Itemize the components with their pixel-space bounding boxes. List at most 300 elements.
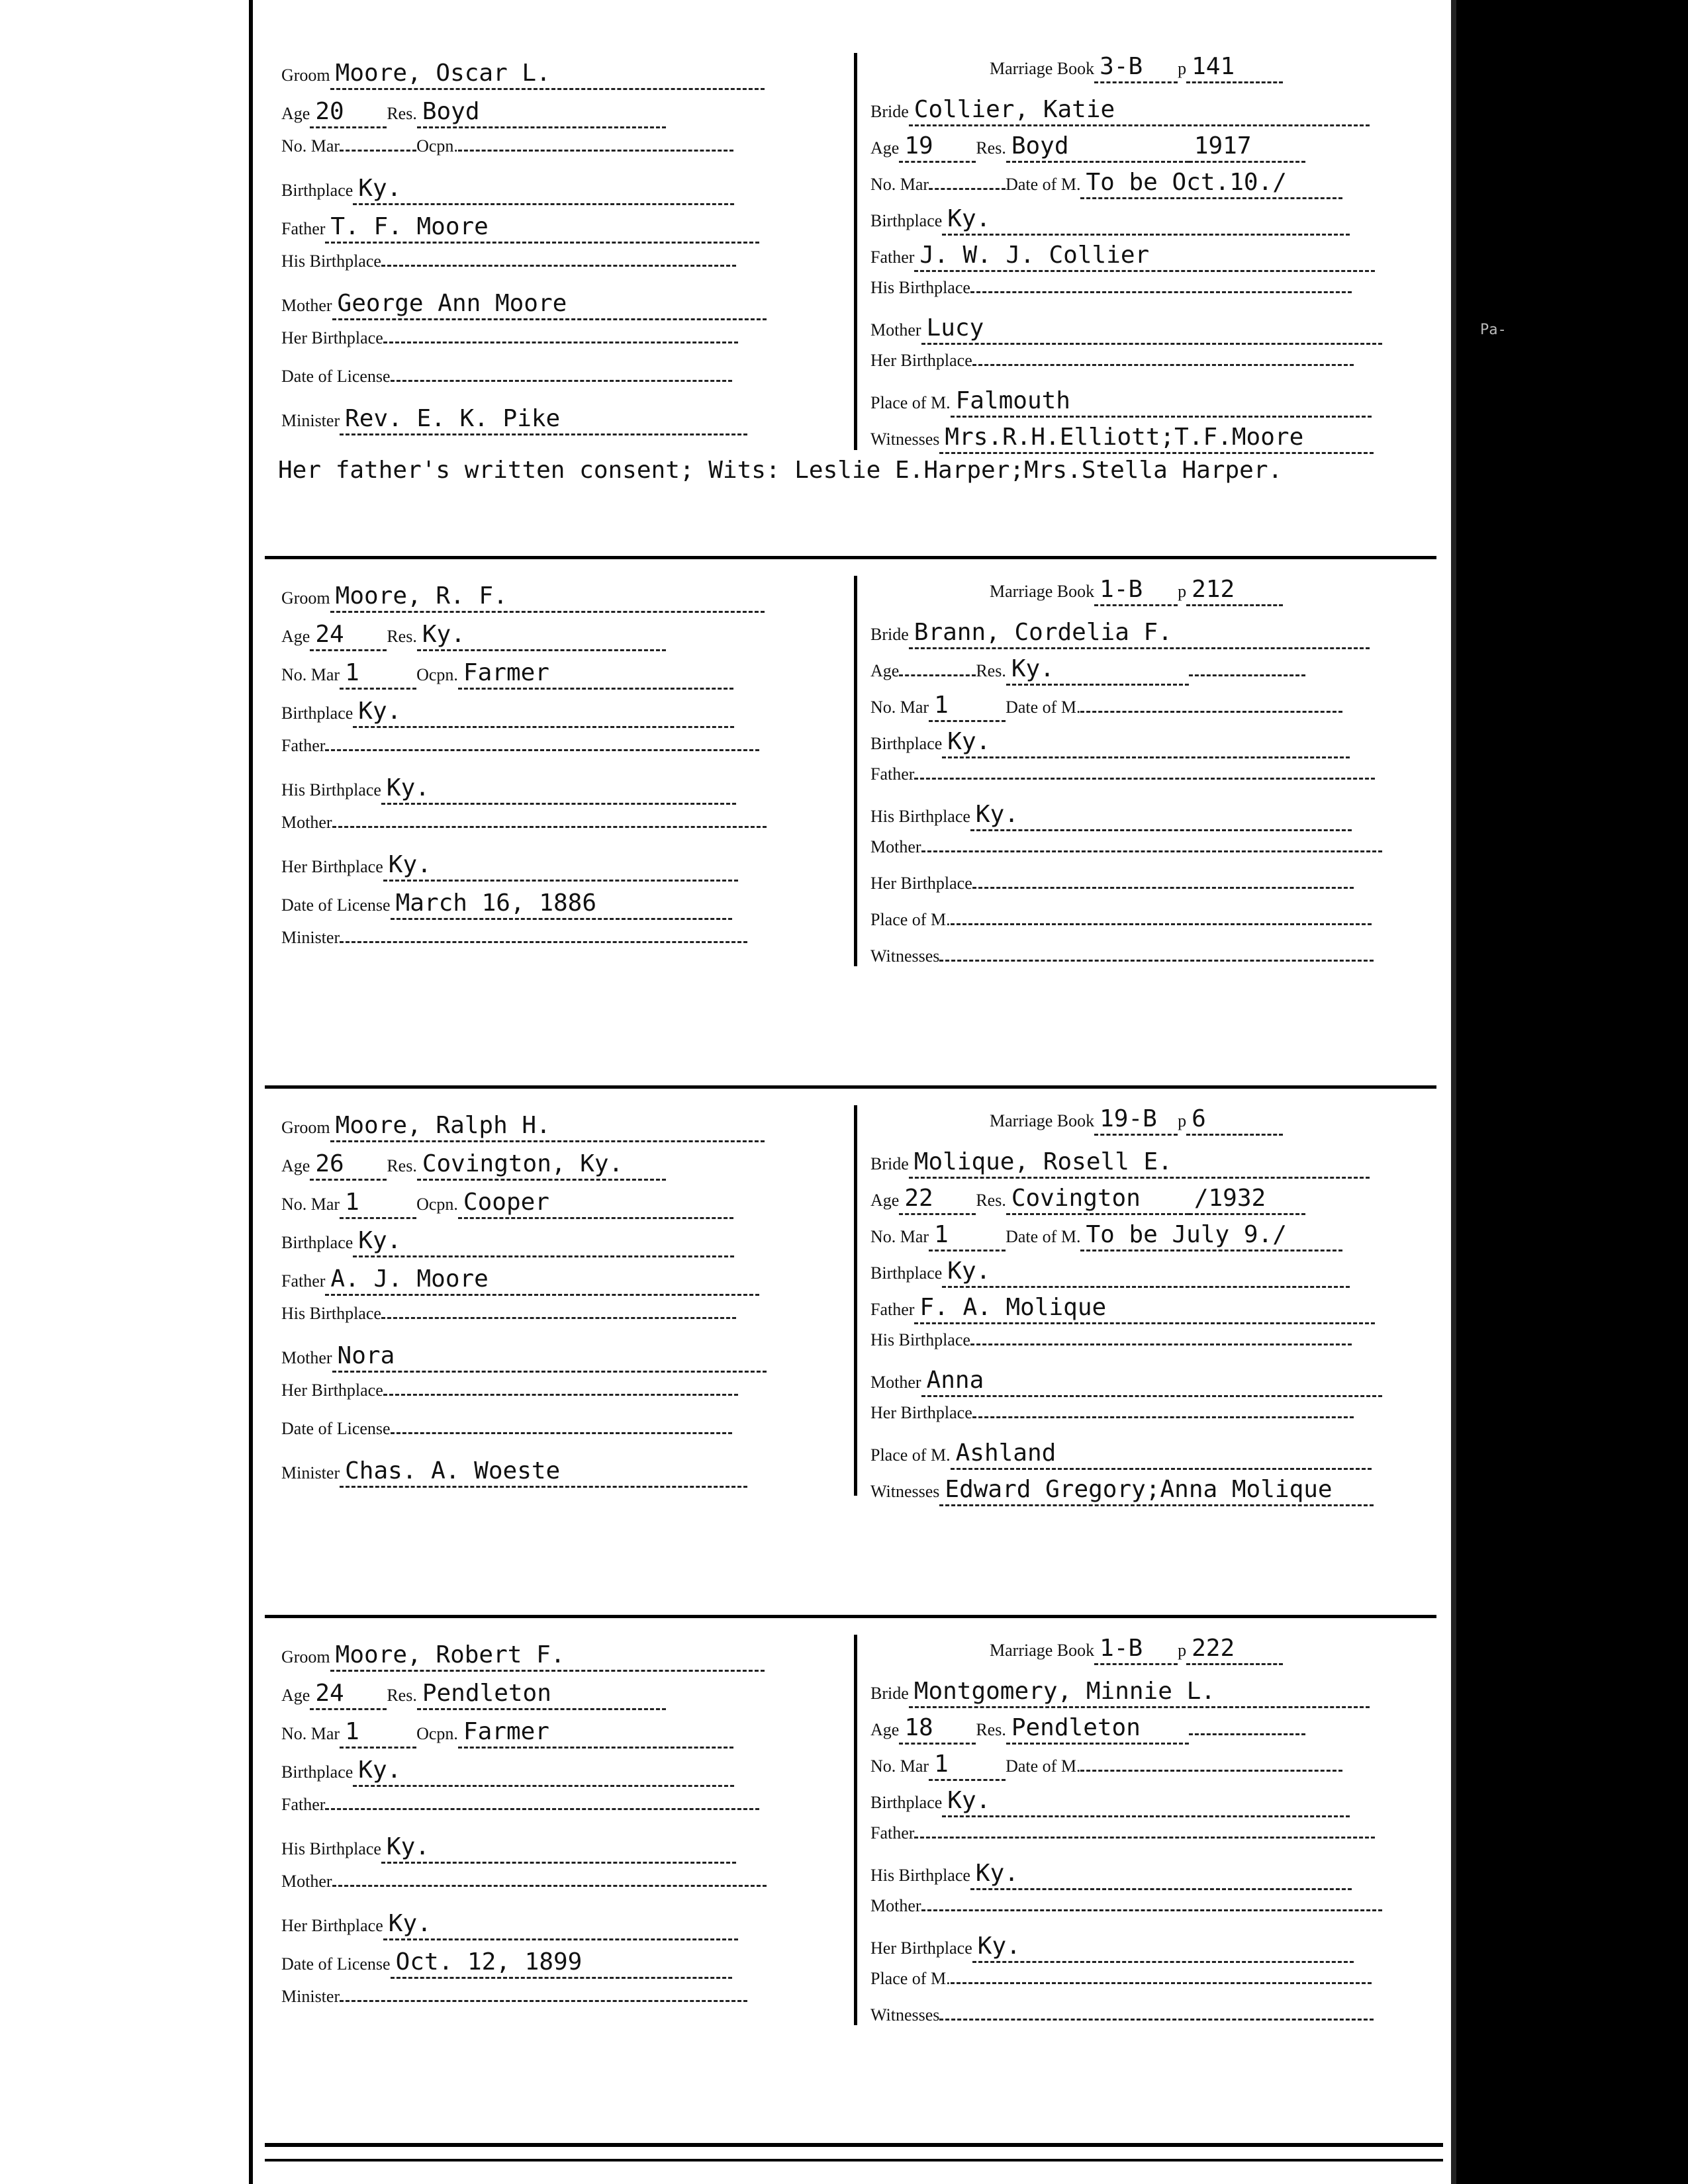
witnesses-label: Witnesses — [870, 946, 940, 966]
minister-label: Minister — [281, 1987, 340, 2006]
mother-label: Mother — [870, 320, 921, 340]
age-label: Age — [870, 138, 900, 158]
bride-no-mar-value: 1 — [934, 1221, 949, 1248]
groom-minister-row — [281, 1457, 747, 1489]
groom-birthplace-value: Ky. — [358, 698, 402, 725]
bride-no-mar-value: 1 — [934, 692, 949, 719]
father-label: Father — [281, 736, 326, 755]
bride-page-value: 6 — [1192, 1105, 1206, 1132]
marriage-book-row — [990, 1105, 1283, 1137]
bride-age — [899, 1185, 976, 1215]
no-mar-label: No. Mar — [281, 136, 340, 156]
groom-ocpn — [458, 659, 733, 690]
bride-page — [1186, 576, 1283, 606]
age-label: Age — [870, 661, 900, 680]
groom-row — [281, 1112, 765, 1144]
groom-birthplace-value: Ky. — [358, 175, 402, 202]
mother-label: Mother — [281, 1348, 332, 1367]
bride-book-value: 1-B — [1100, 1635, 1143, 1662]
bride-place-row — [870, 1969, 1372, 2001]
bride-row — [870, 96, 1370, 128]
bride-witnesses-value: Edward Gregory;Anna Molique — [945, 1476, 1333, 1503]
date-of-m-label: Date of M. — [1006, 698, 1081, 717]
bride-page — [1186, 1105, 1283, 1136]
bride-row — [870, 1148, 1370, 1180]
bride-witnesses-value: Mrs.R.H.Elliott;T.F.Moore — [945, 424, 1304, 451]
bride-name-value: Molique, Rosell E. — [914, 1148, 1172, 1175]
groom-mother-row — [281, 1342, 767, 1374]
witnesses-label: Witnesses — [870, 2005, 940, 2025]
groom-license-row — [281, 367, 732, 398]
date-of-license-label: Date of License — [281, 367, 391, 386]
marriage-book-label: Marriage Book — [990, 582, 1095, 601]
groom-license-row — [281, 889, 732, 921]
bride-age-row — [870, 1185, 1305, 1216]
bride-her-birthplace — [972, 886, 1354, 889]
groom-his-birthplace — [381, 1316, 736, 1319]
groom-his-birthplace — [381, 774, 736, 805]
bride-res-value: Covington — [1011, 1185, 1141, 1212]
groom-no-mar-value: 1 — [345, 1189, 359, 1216]
groom-age-value: 24 — [315, 621, 344, 648]
groom-license-row — [281, 1419, 732, 1451]
bride-label: Bride — [870, 102, 909, 121]
bride-witnesses — [939, 2017, 1374, 2021]
ocpn-label: Ocpn. — [416, 1724, 458, 1743]
bride-his-birthplace-row — [870, 1330, 1352, 1362]
groom-date-of-license — [391, 379, 732, 382]
no-mar-label: No. Mar — [281, 665, 340, 684]
groom-mother — [332, 1342, 767, 1373]
his-birthplace-label: His Birthplace — [281, 780, 381, 799]
no-mar-label: No. Mar — [281, 1195, 340, 1214]
his-birthplace-label: His Birthplace — [870, 1330, 970, 1349]
res-label: Res. — [976, 1720, 1006, 1739]
his-birthplace-label: His Birthplace — [870, 807, 970, 826]
his-birthplace-label: His Birthplace — [281, 251, 381, 271]
groom-name — [330, 582, 765, 613]
groom-res — [417, 621, 666, 651]
res-label: Res. — [976, 661, 1006, 680]
groom-father-row — [281, 213, 759, 245]
groom-father-value: T. F. Moore — [330, 213, 489, 240]
groom-father-value: A. J. Moore — [330, 1265, 489, 1293]
bride-row — [870, 1678, 1370, 1709]
mother-label: Mother — [870, 1373, 921, 1392]
bride-place-of-m-value: Ashland — [955, 1439, 1056, 1467]
groom-birthplace — [353, 1756, 734, 1787]
ocpn-label: Ocpn. — [416, 1195, 458, 1214]
groom-ocpn — [458, 148, 733, 152]
bride-res — [1006, 1714, 1189, 1745]
groom-her-birthplace — [383, 1392, 738, 1396]
bride-age-row — [870, 132, 1305, 164]
bride-place-of-m-value: Falmouth — [955, 387, 1070, 414]
groom-minister — [340, 405, 747, 435]
her-birthplace-label: Her Birthplace — [870, 1403, 972, 1422]
bride-mother-row — [870, 837, 1382, 869]
groom-label: Groom — [281, 66, 330, 85]
mother-label: Mother — [281, 1872, 332, 1891]
bride-witnesses-row — [870, 946, 1374, 978]
bride-age — [899, 1714, 976, 1745]
bride-witnesses-row — [870, 2005, 1374, 2037]
groom-father — [325, 1807, 759, 1810]
witnesses-label: Witnesses — [870, 430, 940, 449]
bride-father — [914, 1835, 1375, 1839]
bride-place-row — [870, 910, 1372, 942]
bride-date-of-m — [1080, 709, 1342, 713]
bride-birthplace-value: Ky. — [947, 728, 991, 755]
page-left-edge — [249, 0, 253, 2184]
bottom-rule — [265, 2143, 1443, 2147]
groom-name-value: Moore, Ralph H. — [335, 1112, 551, 1139]
bride-age-value: 18 — [904, 1714, 933, 1741]
father-label: Father — [870, 248, 915, 267]
groom-date-of-license — [391, 1431, 732, 1434]
groom-her-birthplace-row — [281, 1910, 738, 1942]
bride-year-value: 1917 — [1194, 132, 1252, 159]
father-label: Father — [870, 1823, 915, 1843]
bride-birthplace-row — [870, 728, 1350, 760]
groom-date-of-license — [391, 889, 732, 920]
bride-father-row — [870, 242, 1375, 273]
bride-year — [1189, 1185, 1305, 1215]
bride-his-birthplace-row — [870, 801, 1352, 833]
bride-father-row — [870, 764, 1375, 796]
father-label: Father — [281, 219, 326, 238]
bride-her-birthplace — [972, 1933, 1354, 1963]
groom-father-row — [281, 1795, 759, 1827]
bride-row — [870, 619, 1370, 651]
page-label: p — [1178, 582, 1187, 601]
groom-minister — [340, 1999, 747, 2002]
groom-birthplace-row — [281, 175, 734, 206]
bride-res-value: Pendleton — [1011, 1714, 1141, 1741]
groom-birthplace-row — [281, 1227, 734, 1259]
bride-father-row — [870, 1823, 1375, 1855]
bride-birthplace — [942, 1787, 1350, 1817]
bride-mother-value: Anna — [926, 1367, 984, 1394]
groom-name-value: Moore, Oscar L. — [335, 60, 551, 87]
bride-mother-row — [870, 314, 1382, 346]
no-mar-label: No. Mar — [870, 175, 929, 194]
bride-name-value: Collier, Katie — [914, 96, 1115, 123]
groom-birthplace — [353, 1227, 734, 1257]
bride-her-birthplace — [972, 363, 1354, 366]
bride-name-value: Brann, Cordelia F. — [914, 619, 1172, 646]
bride-date-of-m — [1080, 1768, 1342, 1772]
groom-name — [330, 1112, 765, 1142]
place-of-m-label: Place of M. — [870, 1445, 951, 1465]
age-label: Age — [870, 1720, 900, 1739]
groom-row — [281, 1641, 765, 1673]
groom-father — [325, 213, 759, 244]
bride-father — [914, 242, 1375, 272]
bride-birthplace-value: Ky. — [947, 1787, 991, 1814]
marriage-book-row — [990, 53, 1283, 85]
groom-his-birthplace-row — [281, 251, 736, 283]
bride-birthplace-row — [870, 1787, 1350, 1819]
groom-license-row — [281, 1948, 732, 1980]
groom-birthplace — [353, 175, 734, 205]
groom-her-birthplace-value: Ky. — [388, 851, 432, 878]
bride-his-birthplace-value: Ky. — [975, 1860, 1019, 1887]
res-label: Res. — [387, 627, 417, 646]
res-label: Res. — [976, 1191, 1006, 1210]
bride-birthplace-row — [870, 205, 1350, 237]
bride-book-value: 1-B — [1100, 576, 1143, 603]
birthplace-label: Birthplace — [870, 734, 943, 753]
date-of-license-label: Date of License — [281, 1419, 391, 1438]
bride-birthplace — [942, 728, 1350, 758]
bride-mother-row — [870, 1367, 1382, 1398]
bride-birthplace — [942, 1257, 1350, 1288]
her-birthplace-label: Her Birthplace — [870, 351, 972, 370]
groom-mother-value: George Ann Moore — [337, 290, 567, 317]
groom-minister-value: Chas. A. Woeste — [345, 1457, 561, 1484]
marriage-book-label: Marriage Book — [990, 59, 1095, 78]
groom-mother-value: Nora — [337, 1342, 395, 1369]
witnesses-label: Witnesses — [870, 1482, 940, 1501]
bride-mar-row — [870, 169, 1342, 201]
groom-ocpn-value: Farmer — [463, 1718, 549, 1745]
groom-his-birthplace-value: Ky. — [386, 774, 430, 801]
minister-label: Minister — [281, 1463, 340, 1482]
bride-book — [1094, 576, 1178, 606]
mother-label: Mother — [281, 296, 332, 315]
bride-her-birthplace — [972, 1415, 1354, 1418]
groom-date-of-license-value: March 16, 1886 — [395, 889, 597, 917]
bride-book-value: 19-B — [1100, 1105, 1157, 1132]
bride-name — [909, 619, 1370, 649]
bride-her-birthplace-value: Ky. — [977, 1933, 1021, 1960]
groom-no-mar — [340, 148, 416, 152]
groom-mother — [332, 1884, 767, 1887]
her-birthplace-label: Her Birthplace — [281, 1381, 383, 1400]
groom-ocpn — [458, 1718, 733, 1749]
bride-mother — [921, 1908, 1382, 1911]
bride-father-value: F. A. Molique — [919, 1294, 1107, 1321]
bride-mar-row — [870, 1221, 1342, 1253]
groom-mar-row — [281, 136, 733, 168]
groom-mother — [332, 290, 767, 320]
ocpn-label: Ocpn. — [416, 665, 458, 684]
age-label: Age — [281, 104, 310, 123]
groom-minister-row — [281, 928, 747, 960]
his-birthplace-label: His Birthplace — [281, 1304, 381, 1323]
groom-label: Groom — [281, 1118, 330, 1137]
bride-birthplace-row — [870, 1257, 1350, 1289]
no-mar-label: No. Mar — [281, 1724, 340, 1743]
res-label: Res. — [976, 138, 1006, 158]
groom-age-value: 26 — [315, 1150, 344, 1177]
marriage-book-label: Marriage Book — [990, 1111, 1095, 1130]
bride-no-mar — [929, 1221, 1006, 1251]
bride-his-birthplace — [970, 801, 1352, 831]
bride-birthplace-value: Ky. — [947, 205, 991, 232]
place-of-m-label: Place of M. — [870, 910, 951, 929]
groom-mother-row — [281, 1872, 767, 1903]
groom-res-value: Ky. — [422, 621, 465, 648]
bride-book — [1094, 53, 1178, 83]
birthplace-label: Birthplace — [281, 1762, 353, 1782]
column-divider — [854, 576, 857, 966]
bride-father-value: J. W. J. Collier — [919, 242, 1150, 269]
her-birthplace-label: Her Birthplace — [281, 328, 383, 347]
his-birthplace-label: His Birthplace — [281, 1839, 381, 1858]
bride-date-of-m — [1080, 1221, 1342, 1251]
bride-year — [1189, 132, 1305, 163]
groom-her-birthplace — [383, 340, 738, 343]
groom-his-birthplace-row — [281, 774, 736, 806]
groom-minister — [340, 1457, 747, 1488]
groom-ocpn-value: Cooper — [463, 1189, 549, 1216]
bride-age-row — [870, 1714, 1305, 1746]
groom-no-mar — [340, 1189, 416, 1219]
groom-row — [281, 582, 765, 614]
record-note: Her father's written consent; Wits: Leslie E.Harper;Mrs.Stella Harper. — [278, 457, 1283, 484]
bride-his-birthplace-row — [870, 1860, 1352, 1891]
bride-label: Bride — [870, 1684, 909, 1703]
bride-date-of-m-value: To be Oct.10./ — [1086, 169, 1287, 196]
groom-date-of-license-value: Oct. 12, 1899 — [395, 1948, 583, 1976]
no-mar-label: No. Mar — [870, 698, 929, 717]
bride-mother-row — [870, 1896, 1382, 1928]
minister-label: Minister — [281, 928, 340, 947]
bride-res — [1006, 655, 1189, 686]
groom-his-birthplace-row — [281, 1833, 736, 1865]
father-label: Father — [281, 1271, 326, 1291]
groom-father-row — [281, 1265, 759, 1297]
groom-res-value: Pendleton — [422, 1680, 551, 1707]
her-birthplace-label: Her Birthplace — [870, 874, 972, 893]
bride-mother-value: Lucy — [926, 314, 984, 341]
groom-her-birthplace-value: Ky. — [388, 1910, 432, 1937]
groom-age-value: 20 — [315, 98, 344, 125]
bride-res-value: Ky. — [1011, 655, 1055, 682]
bride-mother — [921, 314, 1382, 345]
card-separator — [265, 1085, 1436, 1089]
father-label: Father — [870, 1300, 915, 1319]
groom-age-value: 24 — [315, 1680, 344, 1707]
groom-her-birthplace — [383, 1910, 738, 1940]
page-label: p — [1178, 1111, 1187, 1130]
birthplace-label: Birthplace — [281, 181, 353, 200]
bride-witnesses — [939, 424, 1374, 454]
age-label: Age — [870, 1191, 900, 1210]
date-of-m-label: Date of M. — [1006, 1756, 1081, 1776]
bride-father-row — [870, 1294, 1375, 1326]
bride-her-birthplace-row — [870, 874, 1354, 905]
bride-her-birthplace-row — [870, 1403, 1354, 1435]
groom-father-row — [281, 736, 759, 768]
his-birthplace-label: His Birthplace — [870, 278, 970, 297]
bride-place-of-m — [951, 1981, 1372, 1984]
groom-birthplace — [353, 698, 734, 728]
groom-res — [417, 1150, 666, 1181]
bride-his-birthplace-value: Ky. — [975, 801, 1019, 828]
groom-res — [417, 98, 666, 128]
groom-birthplace-value: Ky. — [358, 1227, 402, 1254]
her-birthplace-label: Her Birthplace — [281, 1916, 383, 1935]
minister-label: Minister — [281, 411, 340, 430]
bride-name — [909, 96, 1370, 126]
groom-no-mar-value: 1 — [345, 1718, 359, 1745]
no-mar-label: No. Mar — [870, 1227, 929, 1246]
bride-place-of-m — [951, 922, 1372, 925]
groom-birthplace-row — [281, 698, 734, 729]
column-divider — [854, 1635, 857, 2025]
her-birthplace-label: Her Birthplace — [870, 1938, 972, 1958]
groom-mar-row — [281, 1718, 733, 1750]
bride-page-value: 212 — [1192, 576, 1235, 603]
bride-age-value: 19 — [904, 132, 933, 159]
marriage-book-label: Marriage Book — [990, 1641, 1095, 1660]
bride-mother — [921, 849, 1382, 852]
groom-ocpn — [458, 1189, 733, 1219]
bride-his-birthplace — [970, 1342, 1352, 1345]
bride-birthplace-value: Ky. — [947, 1257, 991, 1285]
mother-label: Mother — [281, 813, 332, 832]
bride-birthplace — [942, 205, 1350, 236]
groom-father — [325, 1265, 759, 1296]
groom-father — [325, 748, 759, 751]
res-label: Res. — [387, 1156, 417, 1175]
groom-no-mar-value: 1 — [345, 659, 359, 686]
groom-her-birthplace — [383, 851, 738, 882]
groom-row — [281, 60, 765, 91]
bride-date-of-m-value: To be July 9./ — [1086, 1221, 1287, 1248]
bride-mother — [921, 1367, 1382, 1397]
bride-father — [914, 776, 1375, 780]
page-right-edge — [1451, 0, 1456, 2184]
groom-minister-value: Rev. E. K. Pike — [345, 405, 561, 432]
bride-age — [899, 132, 976, 163]
bride-witnesses-row — [870, 424, 1374, 455]
date-of-m-label: Date of M. — [1006, 175, 1081, 194]
page-label: p — [1178, 1641, 1187, 1660]
groom-age-row — [281, 98, 666, 130]
groom-no-mar — [340, 659, 416, 690]
bottom-rule-2 — [265, 2159, 1443, 2161]
father-label: Father — [281, 1795, 326, 1814]
bride-witnesses-row — [870, 1476, 1374, 1508]
bride-page-value: 141 — [1192, 53, 1235, 80]
place-of-m-label: Place of M. — [870, 393, 951, 412]
groom-age-row — [281, 1150, 666, 1182]
bride-page-value: 222 — [1192, 1635, 1235, 1662]
birthplace-label: Birthplace — [870, 1793, 943, 1812]
bride-place-of-m — [951, 387, 1372, 418]
groom-res-value: Boyd — [422, 98, 480, 125]
bride-her-birthplace-row — [870, 1933, 1354, 1964]
bride-age — [899, 673, 976, 676]
groom-age — [310, 1150, 387, 1181]
groom-minister-row — [281, 1987, 747, 2019]
column-divider — [854, 53, 857, 450]
groom-name — [330, 60, 765, 90]
bride-name — [909, 1678, 1370, 1708]
groom-age-row — [281, 1680, 666, 1711]
groom-his-birthplace-row — [281, 1304, 736, 1336]
bride-age-value: 22 — [904, 1185, 933, 1212]
groom-birthplace-value: Ky. — [358, 1756, 402, 1784]
bride-name-value: Montgomery, Minnie L. — [914, 1678, 1215, 1705]
groom-minister — [340, 940, 747, 943]
groom-mother-row — [281, 813, 767, 844]
bride-witnesses — [939, 958, 1374, 962]
